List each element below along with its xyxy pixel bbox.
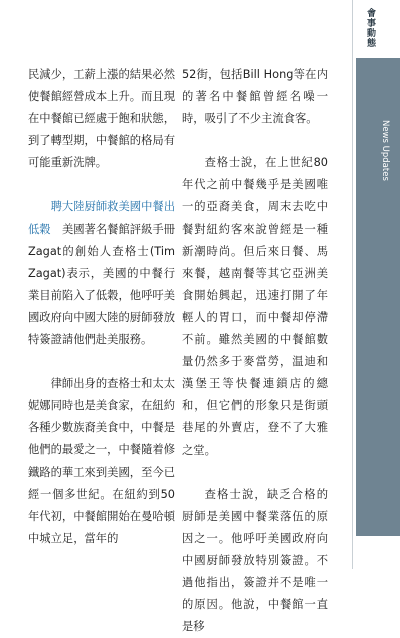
sidebar-band xyxy=(356,58,400,536)
paragraph: 查格士說，在上世紀80年代之前中餐幾乎是美國唯一的亞裔美食，周末去吃中餐對紐約客來說曾經是一種新潮時尚。但后來日餐、馬來餐，越南餐等其它亞洲美食開始興起，迅速打開了年輕人的胃口，而中餐却停滯不前。雖然美國的中餐館數量仍然多于麥當勞，温迪和漢堡王等快餐連鎖店的總和，但它們的形象只是街頭巷尾的外賣店，登不了大雅之堂。 xyxy=(182,156,328,457)
right-column xyxy=(182,64,328,638)
paragraph: 律師出身的查格士和太太妮娜同時也是美食家，在紐約各種少數族裔美食中，中餐是他們的最愛之一，中餐隨着修鐵路的華工來到美國，至今已經一個多世紀。在紐約到50年代初，中餐館開始在曼哈頓中城立足，當年的 xyxy=(28,377,175,545)
paragraph: 52街，包括Bill Hong等在内的著名中餐館曾經名噪一時，吸引了不少主流食客。 xyxy=(182,68,328,126)
section-title-cn: 會事動態 xyxy=(365,8,375,48)
paragraph xyxy=(28,196,175,351)
section-title-en: News Updates xyxy=(380,120,390,181)
sidebar-divider xyxy=(352,0,353,569)
subheading: 聘大陸厨師救美國中餐出低穀 xyxy=(28,200,175,236)
sidebar xyxy=(342,0,400,569)
left-column xyxy=(28,64,175,550)
paragraph-body: 美國著名餐館評級手冊Zagat的創始人查格士(Tim Zagat)表示，美國的中餐行業目前陷入了低穀，他呼吁美國政府向中國大陸的厨師發放特簽證請他們赴美服務。 xyxy=(28,222,175,347)
paragraph: 民減少，工薪上漲的結果必然使餐館經營成本上升。而且現在中餐館已經處于飽和狀態，到了轉型期，中餐館的格局有可能重新洗牌。 xyxy=(28,68,175,170)
paragraph: 查格士說，缺乏合格的厨師是美國中餐業落伍的原因之一。他呼吁美國政府向中國厨師發放特別簽證。不過他指出，簽證并不是唯一的原因。他說，中餐館一直是移 xyxy=(182,487,328,634)
